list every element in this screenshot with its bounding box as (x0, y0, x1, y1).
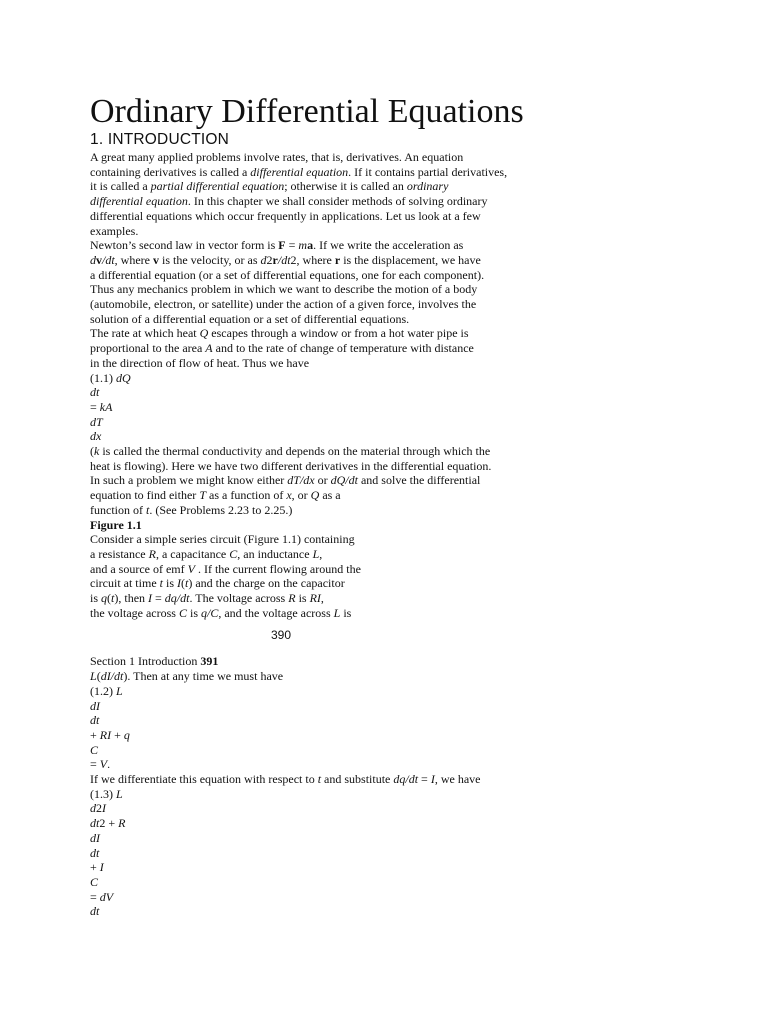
text-line: (1.1) dQ (90, 370, 131, 385)
text-line: a resistance R, a capacitance C, an inductance L, (90, 546, 323, 561)
text-line: (1.2) L (90, 683, 123, 698)
text-line: dt (90, 713, 100, 728)
text-line: dv/dt, where v is the velocity, or as d2r/dt2, where r is the displacement, we have (90, 252, 481, 267)
text-line: examples. (90, 223, 139, 238)
text-line: the voltage across C is q/C, and the voltage across L is (90, 605, 352, 620)
text-line: function of t. (See Problems 2.23 to 2.25.) (90, 502, 293, 517)
text-line: a differential equation (or a set of differential equations, one for each component). (90, 267, 485, 282)
text-line: (1.3) L (90, 786, 123, 801)
text-line: circuit at time t is I(t) and the charge on the capacitor (90, 576, 345, 591)
text-line: Section 1 Introduction 391 (90, 654, 219, 669)
text-line: dt (90, 385, 100, 400)
text-line: + I (90, 860, 104, 875)
text-line: equation to find either T as a function of x, or Q as a (90, 488, 341, 503)
text-line: proportional to the area A and to the rate of change of temperature with distance (90, 341, 474, 356)
text-line: differential equations which occur frequently in applications. Let us look at a few (90, 208, 481, 223)
text-line: solution of a differential equation or a set of differential equations. (90, 311, 410, 326)
page-number: 390 (271, 628, 292, 642)
text-line: Figure 1.1 (90, 517, 142, 532)
text-line: differential equation. In this chapter we shall consider methods of solving ordinary (90, 194, 488, 209)
text-line: it is called a partial differential equation; otherwise it is called an ordinary (90, 179, 449, 194)
text-line: and a source of emf V . If the current flowing around the (90, 561, 361, 576)
page-title: Ordinary Differential Equations (90, 93, 524, 130)
text-line: is q(t), then I = dq/dt. The voltage across R is RI, (90, 591, 324, 605)
text-line: If we differentiate this equation with respect to t and substitute dq/dt = I, we have (90, 772, 481, 786)
text-line: dT (90, 414, 103, 429)
text-line: The rate at which heat Q escapes through a window or from a hot water pipe is (90, 326, 469, 341)
text-line: Consider a simple series circuit (Figure 1.1) containing (90, 532, 355, 547)
text-line: (k is called the thermal conductivity and depends on the material through which the (90, 444, 491, 458)
text-line: d2I (90, 801, 106, 816)
text-line: in the direction of flow of heat. Thus we have (90, 355, 310, 370)
text-line: = kA (90, 399, 113, 414)
text-line: C (90, 742, 99, 757)
text-line: In such a problem we might know either dT/dx or dQ/dt and solve the differential (90, 473, 481, 488)
text-line: + RI + q (90, 727, 130, 742)
text-line: heat is flowing). Here we have two different derivatives in the differential equation. (90, 458, 492, 473)
text-line: dt (90, 904, 100, 919)
text-line: = dV (90, 889, 114, 904)
text-line: containing derivatives is called a differential equation. If it contains partial derivatives, (90, 164, 508, 179)
text-line: Newton’s second law in vector form is F = ma. If we write the acceleration as (90, 238, 464, 253)
text-line: = V. (90, 757, 111, 772)
text-line: L(dI/dt). Then at any time we must have (90, 669, 284, 684)
text-line: dI (90, 830, 100, 845)
text-line: Thus any mechanics problem in which we want to describe the motion of a body (90, 282, 478, 297)
text-line: dI (90, 698, 100, 713)
text-line: dx (90, 429, 102, 444)
text-line: (automobile, electron, or satellite) under the action of a given force, involves the (90, 297, 477, 311)
text-line: C (90, 874, 99, 889)
text-line: A great many applied problems involve rates, that is, derivatives. An equation (90, 150, 464, 164)
text-line: dt (90, 845, 100, 860)
section-heading: 1. INTRODUCTION (90, 131, 230, 148)
text-line: dt2 + R (90, 816, 126, 831)
